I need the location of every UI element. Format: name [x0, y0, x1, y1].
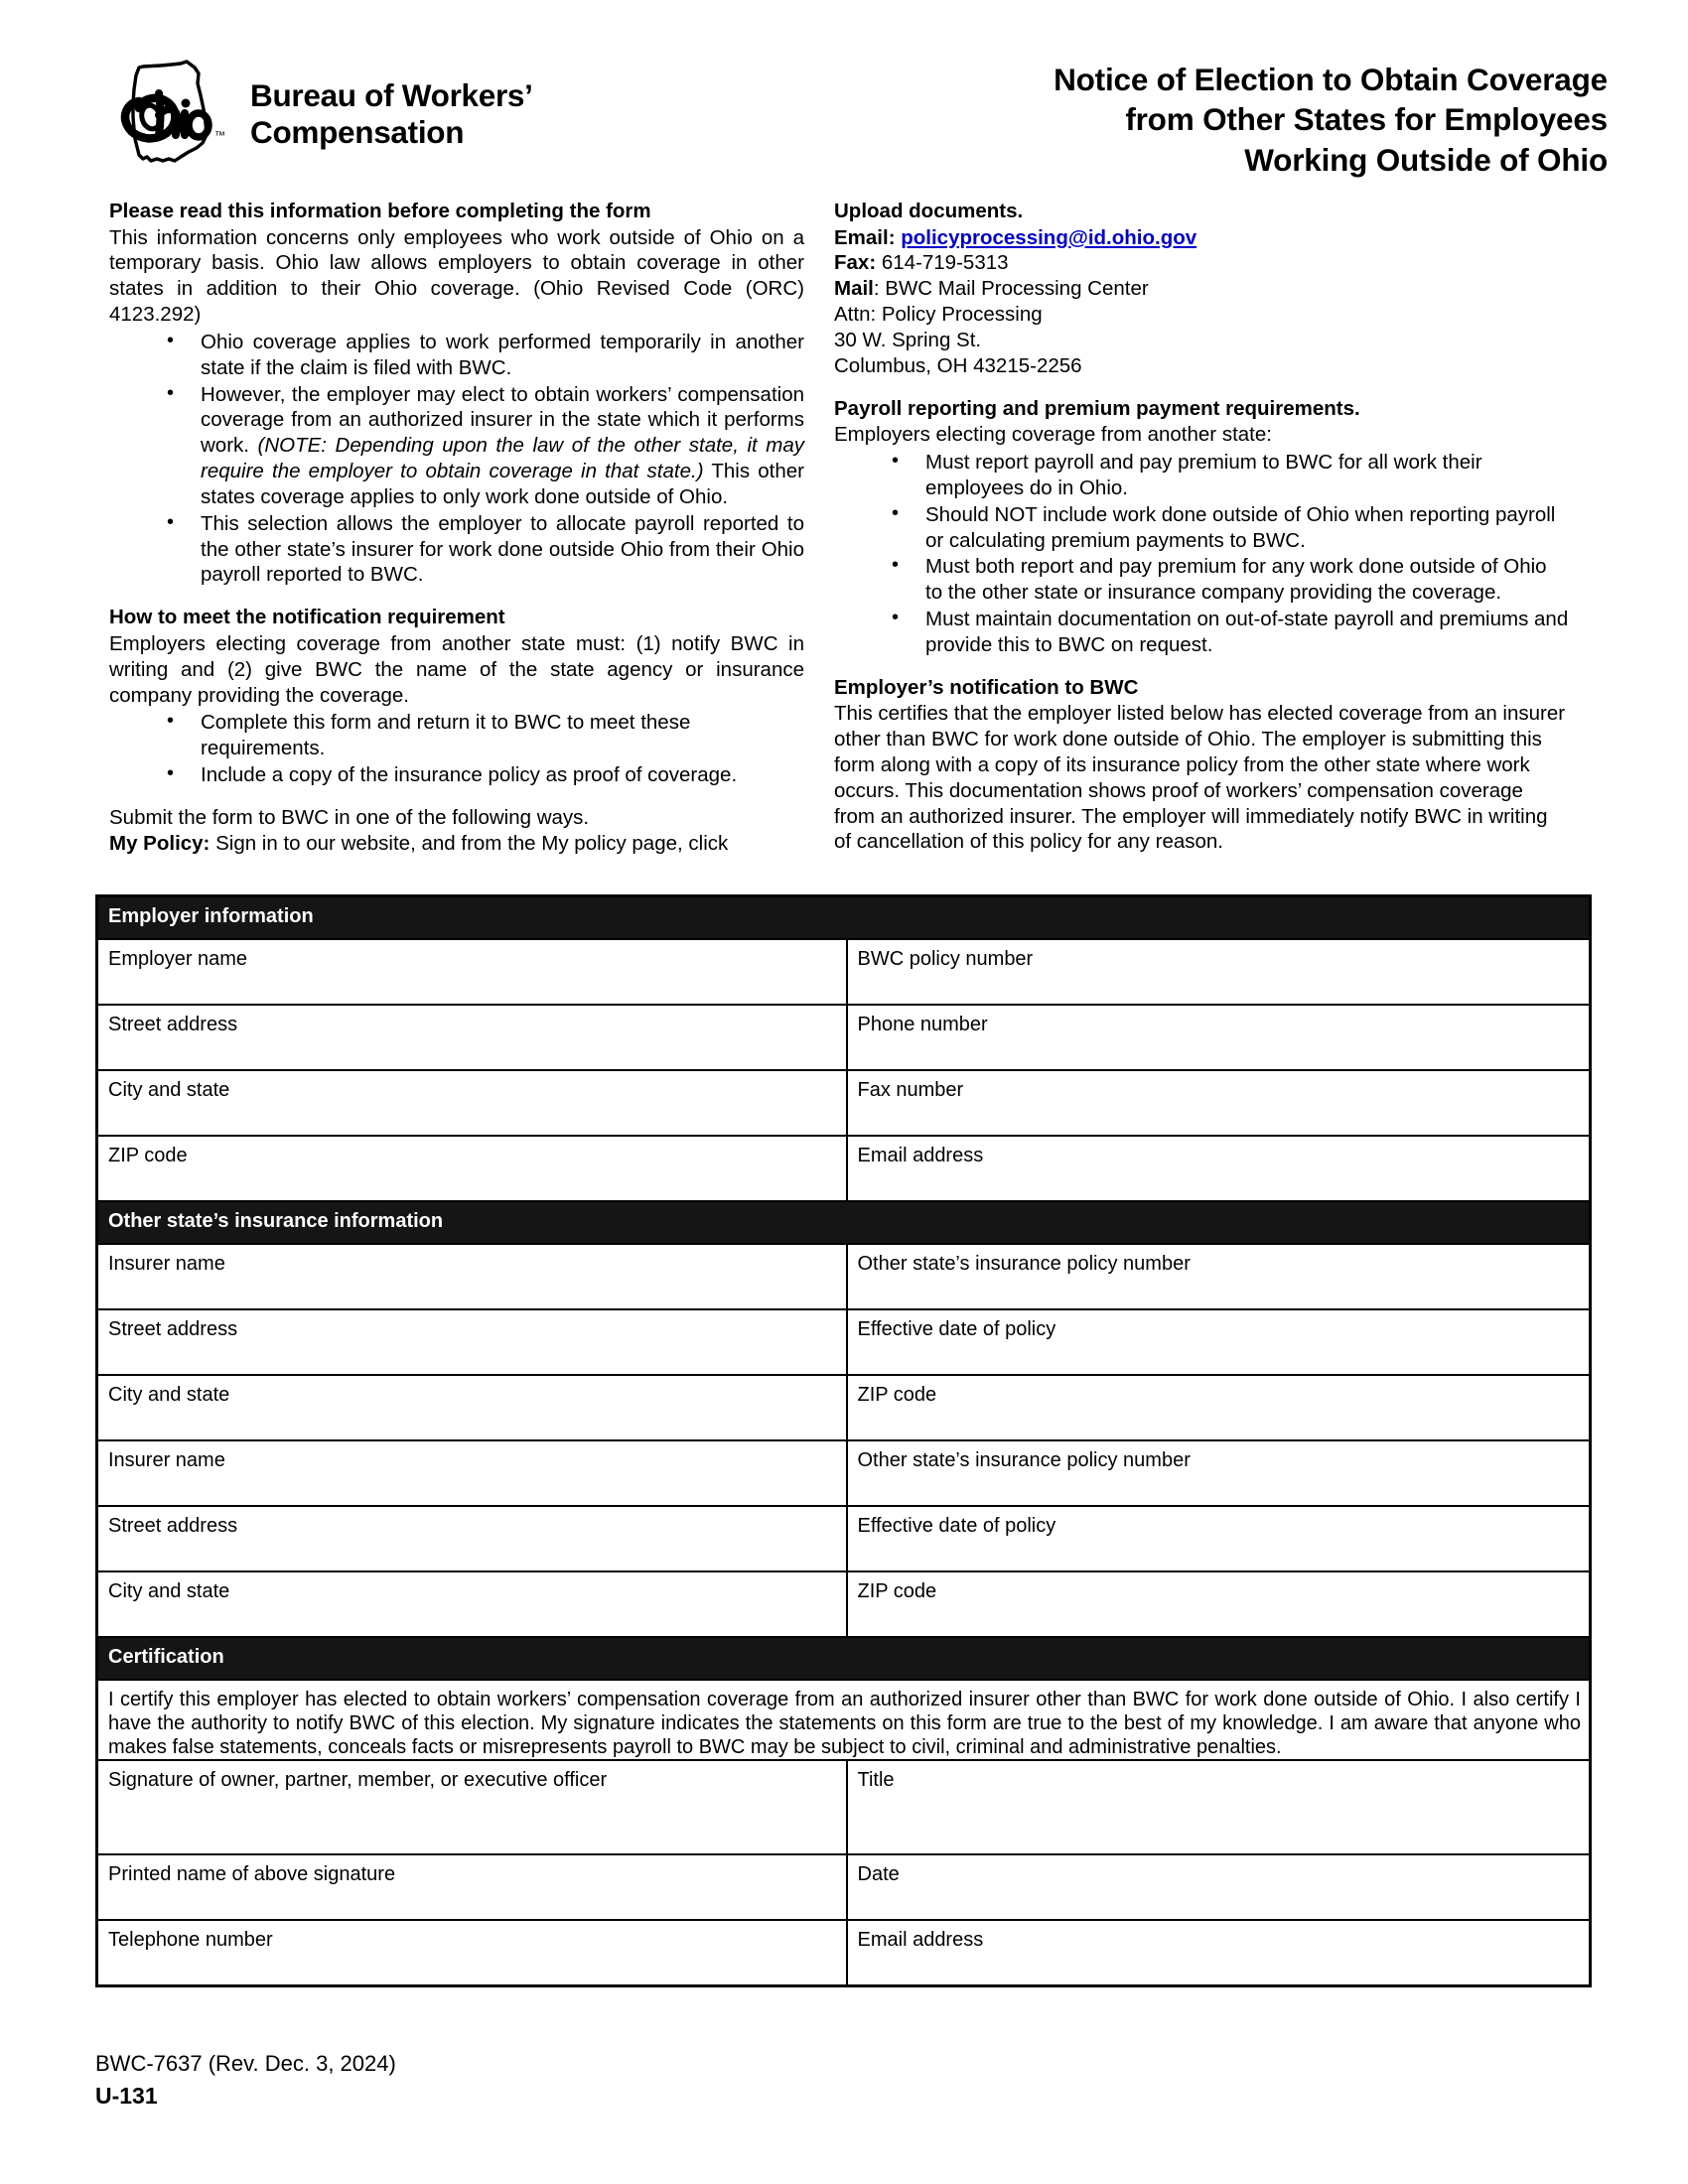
- insurance-information-section-title: Other state’s insurance information: [97, 1201, 1591, 1244]
- employer-information-section-title: Employer information: [97, 896, 1591, 940]
- printed-name-field[interactable]: Printed name of above signature: [97, 1854, 847, 1920]
- insurer-zip-code-field-1[interactable]: ZIP code: [847, 1375, 1591, 1440]
- bullet-text: Complete this form and return it to BWC to meet these requirements.: [201, 711, 691, 760]
- insurer-name-field-1[interactable]: Insurer name: [97, 1244, 847, 1309]
- bullet-text: Must report payroll and pay premium to BWC for all work their employees do in Ohio.: [925, 451, 1482, 499]
- bwc-policy-number-field[interactable]: BWC policy number: [847, 939, 1591, 1005]
- title-line-3: Working Outside of Ohio: [1244, 141, 1608, 178]
- my-policy-instructions: [109, 831, 804, 857]
- table-row: [97, 1506, 1591, 1571]
- certification-section-title: Certification: [97, 1637, 1591, 1680]
- signer-email-address-field[interactable]: Email address: [847, 1920, 1591, 1986]
- notification-bullet-list: [109, 710, 804, 787]
- payroll-requirements-heading: Payroll reporting and premium payment requirements.: [834, 396, 1360, 420]
- mail-street-line: 30 W. Spring St.: [834, 328, 982, 351]
- title-line-2: from Other States for Employees: [1125, 101, 1608, 138]
- date-field[interactable]: Date: [847, 1854, 1591, 1920]
- phone-number-field[interactable]: Phone number: [847, 1005, 1591, 1070]
- payroll-requirements-intro: Employers electing coverage from another state:: [834, 423, 1272, 447]
- table-row: [97, 1375, 1591, 1440]
- bullet-text: Must both report and pay premium for any work done outside of Ohio to the other state or insurance company providing the coverage.: [925, 555, 1547, 605]
- section-header-row: [97, 1201, 1591, 1244]
- form-code: U-131: [95, 2082, 158, 2109]
- table-row: [97, 1854, 1591, 1920]
- policy-processing-email-link[interactable]: policyprocessing@id.ohio.gov: [901, 225, 1197, 249]
- title-line-1: Notice of Election to Obtain Coverage: [1054, 62, 1608, 97]
- table-row: [97, 1571, 1591, 1637]
- employer-city-state-field[interactable]: City and state: [97, 1070, 847, 1136]
- intro-left-column: [109, 199, 804, 856]
- read-info-body: This information concerns only employees who work outside of Ohio on a temporary basis. Ohio law allows employers to obtain coverage in other states in addition to their Ohio coverage. (Ohio Revised Code (ORC) 4123.292): [109, 225, 804, 327]
- insurer-city-state-field-2[interactable]: City and state: [97, 1571, 847, 1637]
- employer-email-address-field[interactable]: Email address: [847, 1136, 1591, 1201]
- table-row: [97, 1309, 1591, 1375]
- upload-documents-heading: Upload documents.: [834, 200, 1024, 222]
- form-table: [95, 894, 1592, 1987]
- list-item: [167, 710, 804, 761]
- mail-city-line: Columbus, OH 43215-2256: [834, 353, 1082, 377]
- bullet-text: This selection allows the employer to allocate payroll reported to the other state’s insurer for work done outside Ohio from their Ohio payroll reported to BWC.: [201, 511, 804, 587]
- mail-label: Mail: [834, 277, 874, 301]
- agency-name: [250, 77, 533, 151]
- list-item: [892, 450, 1569, 501]
- list-item: [892, 607, 1569, 658]
- list-item: [167, 330, 804, 381]
- list-item: [167, 511, 804, 588]
- my-policy-text: Sign in to our website, and from the My policy page, click: [210, 831, 729, 855]
- fax-label: Fax:: [834, 251, 877, 275]
- insurer-zip-code-field-2[interactable]: ZIP code: [847, 1571, 1591, 1637]
- email-line: [834, 225, 1569, 251]
- bullet-text: Include a copy of the insurance policy as proof of coverage.: [201, 762, 738, 786]
- ohio-state-outline-logo-icon: [109, 54, 236, 175]
- note-italic-text: (NOTE: Depending upon the law of the other state, it may require the employer to obtain coverage in that state.): [201, 434, 804, 483]
- insurer-street-address-field-2[interactable]: Street address: [97, 1506, 847, 1571]
- employer-name-field[interactable]: Employer name: [97, 939, 847, 1005]
- notification-requirement-heading: How to meet the notification requirement: [109, 606, 505, 629]
- table-row: [97, 1440, 1591, 1506]
- table-row: [97, 1005, 1591, 1070]
- table-row: [97, 1070, 1591, 1136]
- brand-line-1: Bureau of Workers’: [250, 77, 533, 114]
- svg-text:™: ™: [214, 130, 225, 142]
- insurance-policy-number-field-1[interactable]: Other state’s insurance policy number: [847, 1244, 1591, 1309]
- section-header-row: [97, 1637, 1591, 1680]
- list-item: [892, 554, 1569, 606]
- employer-notification-body: This certifies that the employer listed below has elected coverage from an insurer other than BWC for work done outside of Ohio. The employer is submitting this form along with a copy of its insurance policy from the other state where work occurs. This documentation shows proof of workers’ compensation coverage from an authorized insurer. The employer will immediately notify BWC in writing of cancellation of this policy for any reason.: [834, 702, 1566, 854]
- table-row: [97, 939, 1591, 1005]
- fax-value: 614-719-5313: [876, 251, 1009, 275]
- intro-columns: [0, 199, 1688, 856]
- agency-branding: [109, 54, 533, 175]
- certification-statement: I certify this employer has elected to obtain workers’ compensation coverage from an authorized insurer other than BWC for work done outside of Ohio. I also certify I have the authority to notify BWC of this election. My signature indicates the statements on this form are true to the best of my knowledge. I am aware that anyone who makes false statements, conceals facts or misrepresents payroll to BWC may be subject to civil, criminal and administrative penalties.: [97, 1680, 1591, 1760]
- read-info-heading: Please read this information before completing the form: [109, 200, 651, 222]
- email-label: Email:: [834, 225, 896, 249]
- brand-line-2: Compensation: [250, 114, 465, 150]
- read-info-bullet-list: [109, 330, 804, 588]
- list-item: [167, 382, 804, 510]
- my-policy-label: My Policy:: [109, 831, 211, 855]
- list-item: [167, 762, 804, 788]
- mail-line: [834, 276, 1569, 302]
- notification-requirement-body: Employers electing coverage from another state must: (1) notify BWC in writing and (2) give BWC the name of the state agency or insurance company providing the coverage.: [109, 631, 804, 707]
- list-item: [892, 502, 1569, 554]
- effective-date-field-2[interactable]: Effective date of policy: [847, 1506, 1591, 1571]
- bullet-text: Must maintain documentation on out-of-state payroll and premiums and provide this to BWC on request.: [925, 608, 1569, 656]
- employer-zip-code-field[interactable]: ZIP code: [97, 1136, 847, 1201]
- document-header: [0, 0, 1688, 199]
- telephone-number-field[interactable]: Telephone number: [97, 1920, 847, 1986]
- title-field[interactable]: Title: [847, 1760, 1591, 1854]
- form-section: [95, 894, 1592, 1987]
- effective-date-field-1[interactable]: Effective date of policy: [847, 1309, 1591, 1375]
- table-row: [97, 1136, 1591, 1201]
- signature-field[interactable]: Signature of owner, partner, member, or executive officer: [97, 1760, 847, 1854]
- mail-attn-line: Attn: Policy Processing: [834, 303, 1043, 327]
- payroll-bullet-list: [834, 450, 1569, 658]
- intro-right-column: [834, 199, 1569, 856]
- page-title: [533, 48, 1611, 180]
- table-row: [97, 1760, 1591, 1854]
- table-row: [97, 1920, 1591, 1986]
- section-header-row: [97, 896, 1591, 940]
- mail-value: : BWC Mail Processing Center: [873, 277, 1149, 301]
- employer-notification-heading: Employer’s notification to BWC: [834, 675, 1139, 699]
- employer-street-address-field[interactable]: Street address: [97, 1005, 847, 1070]
- form-number: BWC-7637 (Rev. Dec. 3, 2024): [95, 2051, 396, 2076]
- bullet-text: However, the employer may elect to obtain workers’ compensation coverage from an authorized insurer in the state which it performs work.: [201, 382, 804, 458]
- submit-instructions: Submit the form to BWC in one of the following ways.: [109, 805, 590, 829]
- fax-number-field[interactable]: Fax number: [847, 1070, 1591, 1136]
- insurer-name-field-2[interactable]: Insurer name: [97, 1440, 847, 1506]
- certification-text-row: [97, 1680, 1591, 1760]
- insurer-city-state-field-1[interactable]: City and state: [97, 1375, 847, 1440]
- insurance-policy-number-field-2[interactable]: Other state’s insurance policy number: [847, 1440, 1591, 1506]
- note-tail-text: This other states coverage applies to only work done outside of Ohio.: [201, 460, 804, 508]
- bullet-text: Ohio coverage applies to work performed temporarily in another state if the claim is filed with BWC.: [201, 330, 804, 379]
- bullet-text: Should NOT include work done outside of Ohio when reporting payroll or calculating premium payments to BWC.: [925, 502, 1556, 552]
- table-row: [97, 1244, 1591, 1309]
- fax-line: [834, 250, 1569, 276]
- document-footer: [95, 2048, 396, 2113]
- insurer-street-address-field-1[interactable]: Street address: [97, 1309, 847, 1375]
